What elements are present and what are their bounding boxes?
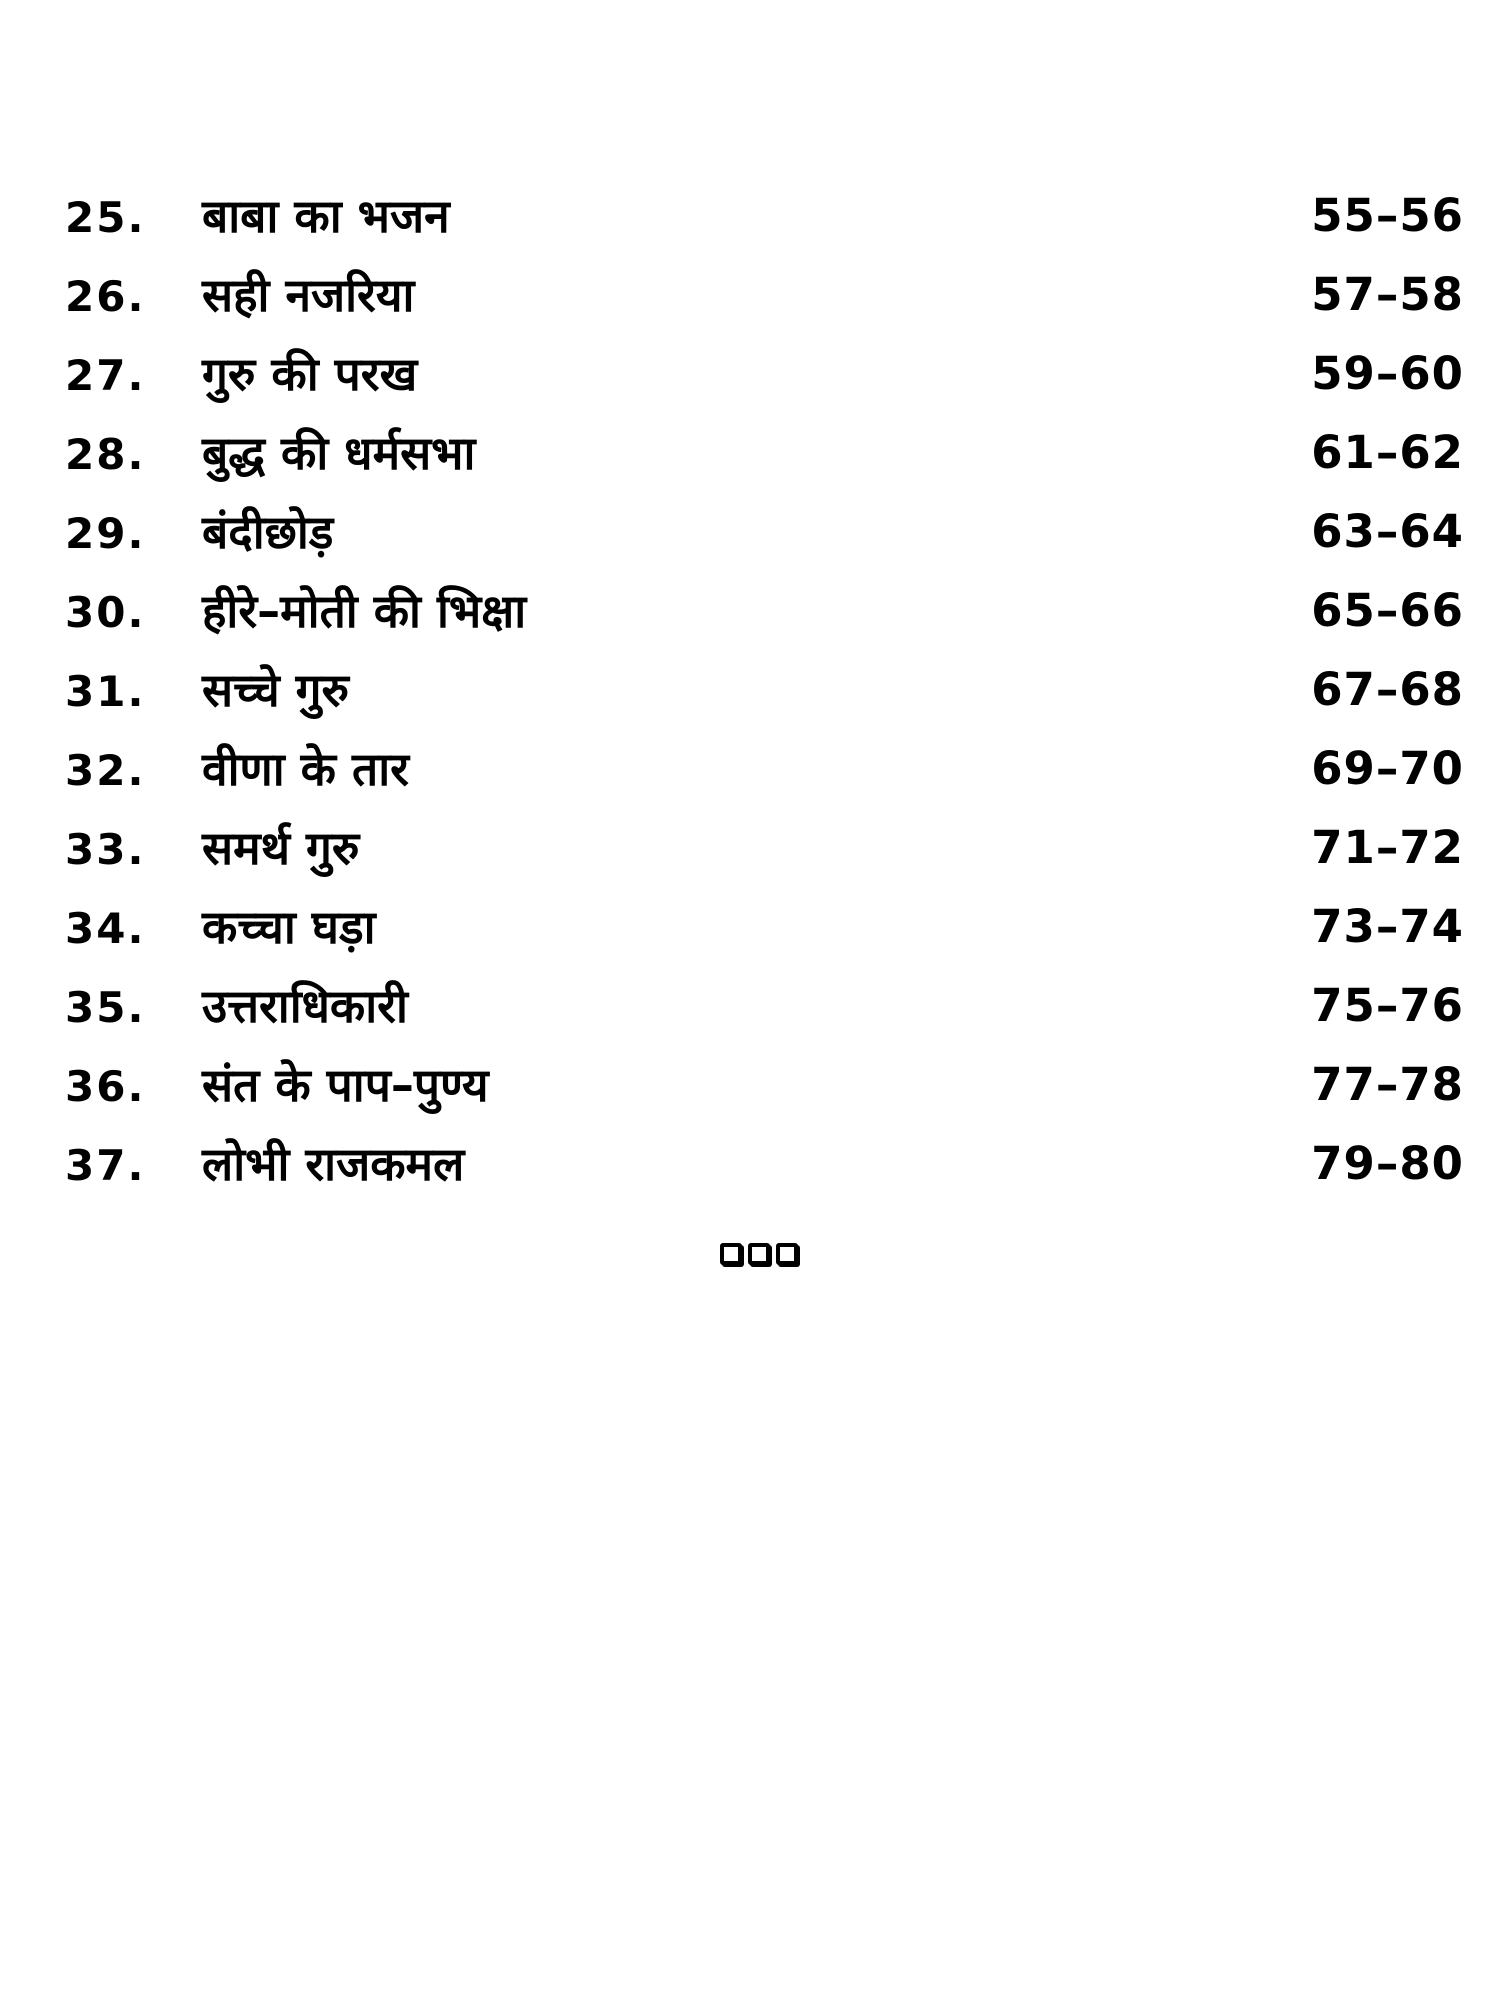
toc-entry-title: गुरु की परख bbox=[202, 347, 418, 401]
toc-entry-pages: 55–56 bbox=[1311, 189, 1464, 242]
toc-entry bbox=[0, 898, 1500, 977]
toc-entry bbox=[0, 977, 1500, 1056]
table-of-contents bbox=[0, 187, 1500, 1214]
toc-entry-number: 34. bbox=[65, 904, 146, 953]
toc-entry bbox=[0, 661, 1500, 740]
toc-entry-pages: 59–60 bbox=[1311, 347, 1464, 400]
toc-entry-number: 26. bbox=[65, 272, 146, 321]
toc-entry bbox=[0, 266, 1500, 345]
toc-entry bbox=[0, 424, 1500, 503]
toc-entry-pages: 57–58 bbox=[1311, 268, 1464, 321]
toc-entry-pages: 67–68 bbox=[1311, 663, 1464, 716]
toc-entry-pages: 63–64 bbox=[1311, 505, 1464, 558]
toc-entry-number: 37. bbox=[65, 1141, 146, 1190]
toc-entry bbox=[0, 503, 1500, 582]
toc-entry-title: वीणा के तार bbox=[202, 742, 409, 796]
toc-entry-title: सही नजरिया bbox=[202, 268, 415, 322]
square-icon bbox=[748, 1243, 770, 1265]
toc-entry-pages: 73–74 bbox=[1311, 900, 1464, 953]
square-icon bbox=[720, 1243, 742, 1265]
toc-entry bbox=[0, 187, 1500, 266]
toc-entry bbox=[0, 819, 1500, 898]
toc-entry bbox=[0, 582, 1500, 661]
toc-entry bbox=[0, 345, 1500, 424]
toc-entry-title: कच्चा घड़ा bbox=[202, 900, 376, 954]
toc-entry bbox=[0, 1056, 1500, 1135]
toc-entry-number: 30. bbox=[65, 588, 146, 637]
toc-entry-title: बाबा का भजन bbox=[202, 189, 450, 243]
toc-entry-title: बुद्ध की धर्मसभा bbox=[202, 426, 476, 480]
toc-entry-pages: 71–72 bbox=[1311, 821, 1464, 874]
toc-entry-pages: 65–66 bbox=[1311, 584, 1464, 637]
toc-entry-title: बंदीछोड़ bbox=[202, 505, 334, 559]
toc-entry-pages: 79–80 bbox=[1311, 1137, 1464, 1190]
toc-entry-number: 29. bbox=[65, 509, 146, 558]
toc-entry-pages: 75–76 bbox=[1311, 979, 1464, 1032]
toc-entry-number: 31. bbox=[65, 667, 146, 716]
toc-entry-number: 32. bbox=[65, 746, 146, 795]
toc-entry-number: 25. bbox=[65, 193, 146, 242]
square-icon bbox=[776, 1243, 798, 1265]
toc-entry-title: लोभी राजकमल bbox=[202, 1137, 465, 1191]
toc-entry-number: 33. bbox=[65, 825, 146, 874]
toc-entry-title: समर्थ गुरु bbox=[202, 821, 360, 875]
three-squares-separator-icon bbox=[720, 1243, 798, 1265]
toc-entry-number: 27. bbox=[65, 351, 146, 400]
toc-entry-title: हीरे–मोती की भिक्षा bbox=[202, 584, 527, 638]
toc-entry-title: संत के पाप–पुण्य bbox=[202, 1058, 489, 1112]
toc-entry bbox=[0, 1135, 1500, 1214]
toc-entry-pages: 61–62 bbox=[1311, 426, 1464, 479]
toc-entry-number: 35. bbox=[65, 983, 146, 1032]
toc-entry-title: उत्तराधिकारी bbox=[202, 979, 408, 1033]
toc-entry-pages: 77–78 bbox=[1311, 1058, 1464, 1111]
toc-entry-title: सच्चे गुरु bbox=[202, 663, 350, 717]
toc-entry bbox=[0, 740, 1500, 819]
toc-entry-number: 28. bbox=[65, 430, 146, 479]
toc-entry-number: 36. bbox=[65, 1062, 146, 1111]
toc-entry-pages: 69–70 bbox=[1311, 742, 1464, 795]
